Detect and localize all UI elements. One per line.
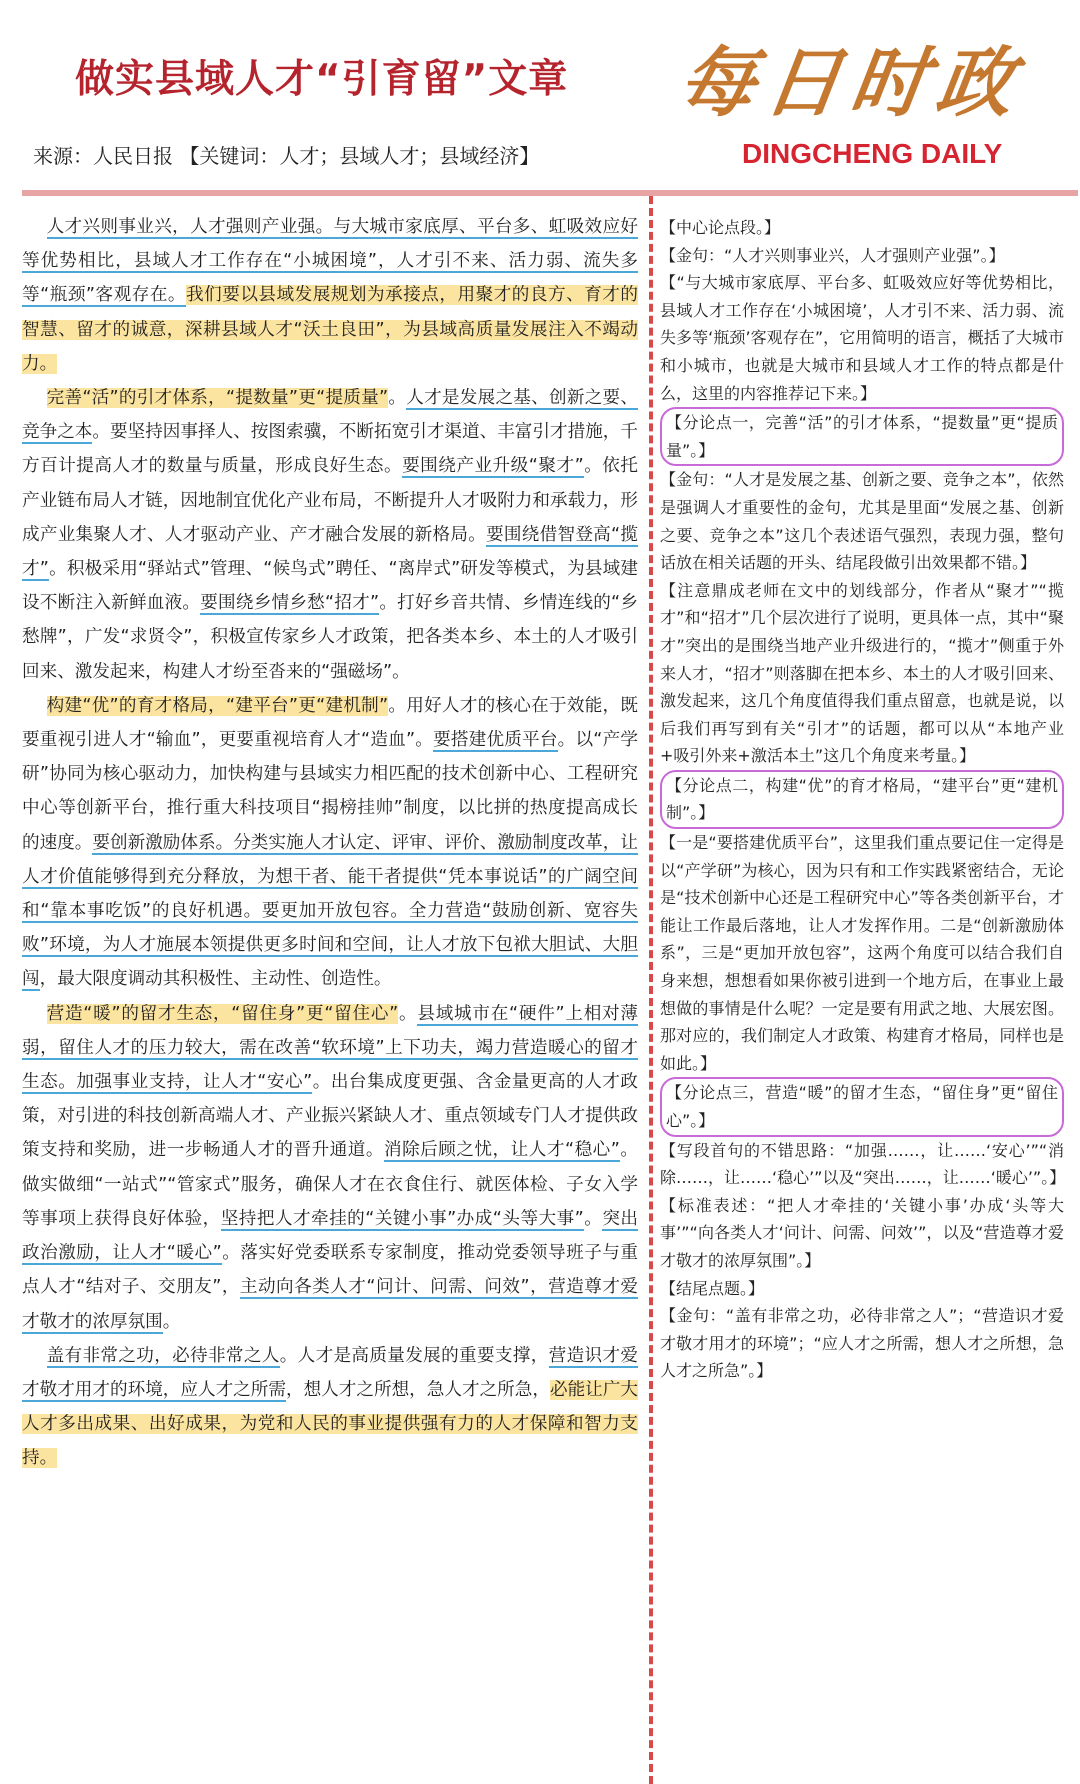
underlined-text: 主动向各类人才“问计、问需、问效”，营造尊才爱才敬才的浓厚氛围: [22, 1277, 638, 1332]
underlined-text: 县域城市在“硬件”上相对薄弱，留住人才的压力较大，需在改善“软环境”上下功夫，竭力营造暖心的留才生态。加强事业支持，让人才“安心”: [22, 1003, 638, 1093]
note: 【“与大城市家底厚、平台多、虹吸效应好等优势相比，县域人才工作存在‘小城困境’，人才引不来、活力弱、流失多等‘瓶颈’客观存在”，它用简明的语言，概括了大城市和小城市，也就是大城市和县域人才工作的特点都是什么，这里的内容推荐记下来。】: [660, 273, 1064, 403]
underlined-text: 要创新激励体系: [92, 832, 216, 853]
underlined-text: 让人才放下包袱大胆试、大胆闯: [22, 935, 638, 990]
article-paragraph: [22, 381, 638, 689]
article-paragraph: [22, 1339, 638, 1476]
underlined-text: 。分类实施人才认定、评审、评价、激励制度改革，让人才价值能够得到充分释放，为想干者、能干者提供“凭本事说话”的广阔空间和“靠本事吃饭”的良好机遇。要更加开放包容。全力营造“鼓励创新、宽容失败”环境，为人才施展本领提供更多时间和空间，: [22, 832, 638, 956]
text: ，想人才之所想，急人才之所急，: [285, 1379, 550, 1400]
underlined-text: 突出政治激励，让人才“暖心”: [22, 1208, 638, 1264]
section-heading-3: 营造“暖”的留才生态，“留住身”更“留住心”: [46, 1003, 399, 1024]
underlined-text: 盖有非常之功，必待非常之人: [46, 1345, 280, 1366]
text: 。: [583, 1208, 603, 1229]
underlined-text: 坚持把人才牵挂的“关键小事”办成“头等大事”: [220, 1208, 584, 1229]
section-heading-2: 构建“优”的育才格局，“建平台”更“建机制”: [46, 695, 389, 716]
text: 。出台集成度更强、含金量更高的人才政策，对引进的科技创新高端人才、产业振兴紧缺人才、重点领域专门人才提供政策支持和奖励，进一步畅通人才的晋升通道。: [22, 1072, 638, 1161]
underlined-text: 人才是发展之基、创新之要、竞争之本: [22, 388, 638, 443]
underlined-text: 要围绕借智登高“揽才”: [22, 524, 638, 580]
column-divider: [649, 196, 653, 1784]
text: 。要坚持因事择人、按图索骥，不断拓宽引才渠道、丰富引才措施，千方百计提高人才的数量与质量，形成良好生态。: [22, 422, 638, 477]
note: 【结尾点题。】: [660, 1278, 765, 1298]
text: ，最大限度调动其积极性、主动性、创造性。: [39, 969, 392, 990]
text: 。落实好党委联系专家制度，推动党委领导班子与重点人才“结对子、交朋友”，: [22, 1243, 638, 1298]
text: 。: [162, 1311, 181, 1332]
text: 。依托产业链布局人才链，因地制宜优化产业布局，不断提升人才吸附力和承载力，形成产业集聚人才、人才驱动产业、产才融合发展的新格局。: [22, 456, 638, 545]
annotation-notes: [660, 214, 1064, 1385]
header-rule: [22, 190, 1078, 196]
note: 【一是“要搭建优质平台”，这里我们重点要记住一定得是以“产学研”为核心，因为只有和工作实践紧密结合，无论是“技术创新中心还是工程研究中心”等各类创新平台，才能让工作最后落地，让人才发挥作用。二是“创新激励体系”，三是“更加开放包容”，这两个角度可以结合我们自身来想，想想看如果你被引进到一个地方后，在事业上最想做的事情是什么呢？一定是要有用武之地、大展宏图。那对应的，我们制定人才政策、构建育才格局，同样也是如此。】: [660, 833, 1064, 1073]
underlined-text: 营造识才爱才敬才用才的环境，应人才之所需: [22, 1345, 638, 1400]
text: 。: [388, 388, 407, 409]
note: 【标准表述：“把人才牵挂的‘关键小事’办成‘头等大事’”“向各类人才‘问计、问需、问效’”，以及“营造尊才爱才敬才的浓厚氛围”。】: [660, 1195, 1064, 1270]
text: 。做实做细“一站式”“管家式”服务，确保人才在衣食住行、就医体检、子女入学等事项上获得良好体验，: [22, 1140, 638, 1229]
text: 。以“产学研”协同为核心驱动力，加快构建与县域实力相匹配的技术创新中心、工程研究中心等创新平台，推行重大科技项目“揭榜挂帅”制度，以比拼的热度提高成长的速度。: [22, 730, 638, 853]
section-heading-1: 完善“活”的引才体系，“提数量”更“提质量”: [46, 388, 389, 409]
note: 【中心论点段。】: [660, 218, 781, 237]
note: 【注意鼎成老师在文中的划线部分，作者从“聚才”“揽才”和“招才”几个层次进行了说明，更具体一点，其中“聚才”突出的是围绕当地产业升级进行的，“揽才”侧重于外来人才，“招才”则落脚在把本乡、本土的人才吸引回来、激发起来，这几个角度值得我们重点留意，也就是说，以后我们再写到有关“引才”的话题，都可以从“本地产业+吸引外来+激活本土”这几个角度来考量。】: [660, 580, 1064, 766]
text: 。人才是高质量发展的重要支撑，: [279, 1345, 549, 1366]
text: 。打好乡音共情、乡情连线的“乡愁牌”，广发“求贤令”，积极宣传家乡人才政策，把各类本乡、本土的人才吸引回来、激发起来，构建人才纷至沓来的“强磁场”。: [22, 593, 638, 682]
source-line: 来源：人民日报 【关键词：人才；县域人才；县域经济】: [33, 144, 540, 168]
highlighted-text: 必能让广大人才多出成果、出好成果，为党和人民的事业提供强有力的人才保障和智力支持。: [22, 1379, 638, 1469]
text: 。用好人才的核心在于效能，既要重视引进人才“输血”，更要重视培育人才“造血”。: [22, 695, 638, 751]
text: 。: [398, 1003, 418, 1024]
article-paragraph: [22, 689, 638, 997]
underlined-text: 人才兴则事业兴，人才强则产业强。与大城市家底厚、平台多、虹吸效应好等优势相比，县域人才工作存在“小城困境”，人才引不来、活力弱、流失多等“瓶颈”客观存在。: [22, 217, 638, 306]
underlined-text: 要搭建优质平台: [433, 730, 558, 751]
note: 【金句：“盖有非常之功，必待非常之人”；“营造识才爱才敬才用才的环境”；“应人才之所需，想人才之所想，急人才之所急”。】: [660, 1306, 1064, 1381]
note: 【金句：“人才是发展之基、创新之要、竞争之本”，依然是强调人才重要性的金句，尤其是里面“发展之基、创新之要、竞争之本”这几个表述语气强烈，表现力强，整句话放在相关话题的开头、结尾段做引出效果都不错。】: [660, 470, 1064, 573]
article-body: [22, 210, 638, 1476]
note: 【金句：“人才兴则事业兴，人才强则产业强”。】: [660, 245, 1005, 265]
underlined-text: 要围绕产业升级“聚才”: [402, 456, 584, 477]
note-subpoint-2: 【分论点二，构建“优”的育才格局，“建平台”更“建机制”。】: [660, 770, 1064, 829]
page-header: [0, 0, 1080, 200]
highlighted-text: 我们要以县域发展规划为承接点，用聚才的良方、育才的智慧、留才的诚意，深耕县域人才“沃土良田”，为县域高质量发展注入不竭动力。: [22, 285, 638, 374]
text: 。积极采用“驿站式”管理、“候鸟式”聘任、“离岸式”研发等模式，为县域建设不断注入新鲜血液。: [22, 559, 638, 614]
brand-logo-cn: 每日时政: [672, 38, 1030, 127]
page-title: 做实县域人才“引育留”文章: [75, 57, 569, 102]
article-paragraph: [22, 210, 638, 381]
note: 【写段首句的不错思路：“加强……，让……‘安心’”“消除……，让……‘稳心’”以及“突出……，让……‘暖心’”。】: [660, 1140, 1066, 1188]
underlined-text: 消除后顾之忧，让人才“稳心”: [383, 1140, 620, 1161]
brand-logo-en: DINGCHENG DAILY: [742, 138, 1003, 169]
underlined-text: 要围绕乡情乡愁“招才”: [200, 593, 380, 614]
note-subpoint-1: 【分论点一，完善“活”的引才体系，“提数量”更“提质量”。】: [660, 407, 1064, 466]
article-paragraph: [22, 997, 638, 1339]
note-subpoint-3: 【分论点三，营造“暖”的留才生态，“留住身”更“留住心”。】: [660, 1077, 1064, 1136]
